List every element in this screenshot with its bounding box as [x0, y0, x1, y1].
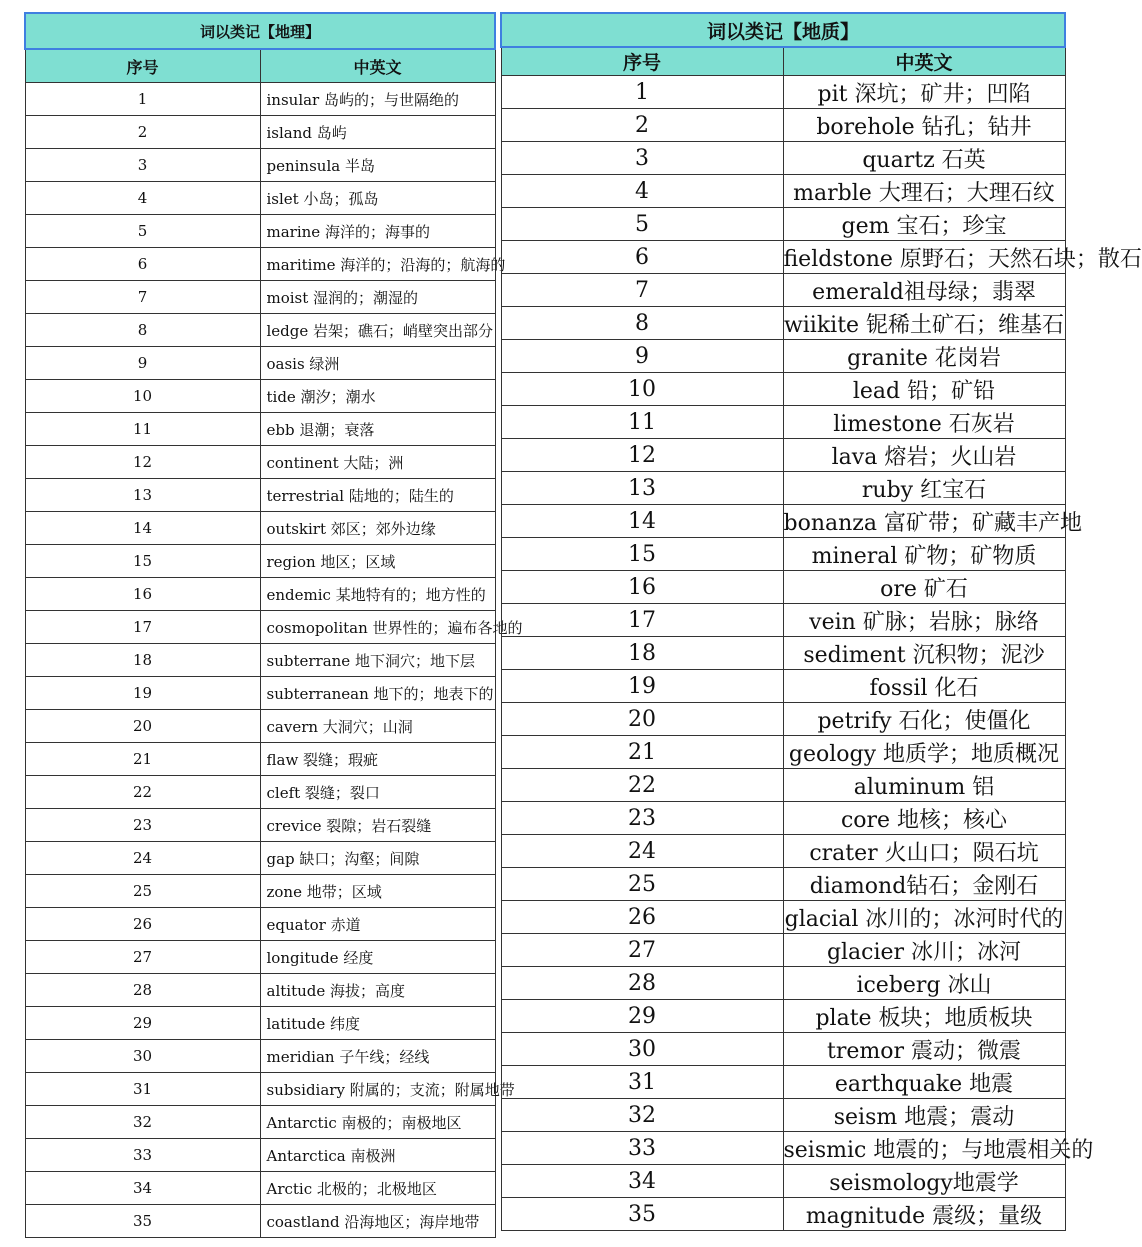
row-vocab-text: lava 熔岩；火山岩	[783, 439, 1065, 472]
row-index: 1	[25, 83, 260, 116]
table-row	[25, 743, 495, 776]
table-row	[501, 1198, 1065, 1231]
table-row	[25, 941, 495, 974]
table-row	[501, 307, 1065, 340]
row-vocab-text: equator 赤道	[260, 908, 495, 941]
row-vocab-text: subterrane 地下洞穴；地下层	[260, 644, 495, 677]
table-row	[501, 340, 1065, 373]
row-index: 15	[501, 538, 783, 571]
table-row	[501, 538, 1065, 571]
row-vocab-text: island 岛屿	[260, 116, 495, 149]
row-index: 20	[501, 703, 783, 736]
table-row	[501, 142, 1065, 175]
row-index: 21	[25, 743, 260, 776]
table-row	[25, 314, 495, 347]
row-vocab-text: ruby 红宝石	[783, 472, 1065, 505]
table-row	[501, 505, 1065, 538]
row-index: 31	[25, 1073, 260, 1106]
table-row	[25, 908, 495, 941]
row-index: 19	[501, 670, 783, 703]
column-header-text: 中英文	[260, 49, 495, 83]
table-row	[25, 413, 495, 446]
row-vocab-text: region 地区；区域	[260, 545, 495, 578]
row-index: 24	[501, 835, 783, 868]
table-title: 词以类记【地质】	[501, 13, 1065, 47]
table-row	[25, 248, 495, 281]
row-vocab-text: Arctic 北极的；北极地区	[260, 1172, 495, 1205]
table-row	[501, 736, 1065, 769]
row-index: 33	[25, 1139, 260, 1172]
row-index: 15	[25, 545, 260, 578]
table-row	[25, 1172, 495, 1205]
row-index: 4	[501, 175, 783, 208]
row-vocab-text: maritime 海洋的；沿海的；航海的	[260, 248, 495, 281]
row-index: 23	[25, 809, 260, 842]
row-vocab-text: coastland 沿海地区；海岸地带	[260, 1205, 495, 1238]
table-row	[25, 281, 495, 314]
row-vocab-text: iceberg 冰山	[783, 967, 1065, 1000]
table-row	[501, 76, 1065, 109]
row-vocab-text: zone 地带；区域	[260, 875, 495, 908]
table-body	[25, 83, 523, 1238]
row-index: 18	[501, 637, 783, 670]
row-vocab-text: borehole 钻孔；钻井	[783, 109, 1065, 142]
row-vocab-text: marble 大理石；大理石纹	[783, 175, 1065, 208]
row-index: 18	[25, 644, 260, 677]
table-row	[25, 578, 495, 611]
row-index: 13	[501, 472, 783, 505]
table-row	[25, 446, 495, 479]
row-vocab-text: aluminum 铝	[783, 769, 1065, 802]
row-index: 32	[25, 1106, 260, 1139]
row-index: 31	[501, 1066, 783, 1099]
row-index: 26	[25, 908, 260, 941]
table-row	[501, 1033, 1065, 1066]
table-row	[501, 1000, 1065, 1033]
row-vocab-text: cleft 裂缝；裂口	[260, 776, 495, 809]
table-row	[25, 1007, 495, 1040]
row-index: 23	[501, 802, 783, 835]
row-vocab-text: seism 地震；震动	[783, 1099, 1065, 1132]
row-index: 30	[25, 1040, 260, 1073]
row-index: 7	[501, 274, 783, 307]
row-vocab-text: mineral 矿物；矿物质	[783, 538, 1065, 571]
geology-vocab-table	[500, 12, 1142, 1231]
row-index: 28	[501, 967, 783, 1000]
row-index: 4	[25, 182, 260, 215]
row-vocab-text: gem 宝石；珍宝	[783, 208, 1065, 241]
row-index: 12	[25, 446, 260, 479]
column-header-index: 序号	[501, 47, 783, 76]
table-row	[501, 901, 1065, 934]
row-vocab-text: tide 潮汐；潮水	[260, 380, 495, 413]
row-index: 17	[501, 604, 783, 637]
row-vocab-text: seismology地震学	[783, 1165, 1065, 1198]
row-index: 16	[501, 571, 783, 604]
row-index: 10	[501, 373, 783, 406]
row-vocab-text: granite 花岗岩	[783, 340, 1065, 373]
table-row	[501, 1099, 1065, 1132]
row-vocab-text: outskirt 郊区；郊外边缘	[260, 512, 495, 545]
table-row	[25, 380, 495, 413]
table-row	[25, 215, 495, 248]
row-vocab-text: cosmopolitan 世界性的；遍布各地的	[260, 611, 495, 644]
table-row	[25, 545, 495, 578]
row-vocab-text: fieldstone 原野石；天然石块；散石	[783, 241, 1065, 274]
row-index: 19	[25, 677, 260, 710]
table-row	[25, 1139, 495, 1172]
row-vocab-text: oasis 绿洲	[260, 347, 495, 380]
row-index: 22	[501, 769, 783, 802]
table-body	[501, 76, 1142, 1231]
table-row	[501, 703, 1065, 736]
row-index: 25	[25, 875, 260, 908]
table-row	[501, 175, 1065, 208]
table-row	[25, 182, 495, 215]
table-row	[25, 611, 495, 644]
column-header-text: 中英文	[783, 47, 1065, 76]
row-index: 27	[25, 941, 260, 974]
row-index: 9	[501, 340, 783, 373]
table-row	[25, 512, 495, 545]
table-row	[25, 116, 495, 149]
row-vocab-text: flaw 裂缝；瑕疵	[260, 743, 495, 776]
table-row	[501, 604, 1065, 637]
row-index: 1	[501, 76, 783, 109]
row-vocab-text: vein 矿脉；岩脉；脉络	[783, 604, 1065, 637]
row-index: 27	[501, 934, 783, 967]
table-row	[501, 934, 1065, 967]
row-vocab-text: ebb 退潮；衰落	[260, 413, 495, 446]
row-index: 35	[501, 1198, 783, 1231]
row-vocab-text: quartz 石英	[783, 142, 1065, 175]
row-vocab-text: plate 板块；地质板块	[783, 1000, 1065, 1033]
table-row	[25, 974, 495, 1007]
row-vocab-text: magnitude 震级；量级	[783, 1198, 1065, 1231]
row-vocab-text: continent 大陆；洲	[260, 446, 495, 479]
row-vocab-text: latitude 纬度	[260, 1007, 495, 1040]
row-vocab-text: geology 地质学；地质概况	[783, 736, 1065, 769]
row-vocab-text: lead 铅；矿铅	[783, 373, 1065, 406]
row-vocab-text: sediment 沉积物；泥沙	[783, 637, 1065, 670]
row-vocab-text: bonanza 富矿带；矿藏丰产地	[783, 505, 1065, 538]
table-row	[501, 208, 1065, 241]
row-index: 17	[25, 611, 260, 644]
table-row	[25, 644, 495, 677]
row-index: 14	[25, 512, 260, 545]
table-row	[25, 710, 495, 743]
row-index: 3	[25, 149, 260, 182]
row-index: 6	[25, 248, 260, 281]
row-vocab-text: limestone 石灰岩	[783, 406, 1065, 439]
table-row	[501, 802, 1065, 835]
row-index: 26	[501, 901, 783, 934]
row-vocab-text: Antarctic 南极的；南极地区	[260, 1106, 495, 1139]
table-row	[501, 241, 1065, 274]
table-row	[501, 637, 1065, 670]
row-index: 11	[501, 406, 783, 439]
row-index: 3	[501, 142, 783, 175]
row-index: 21	[501, 736, 783, 769]
table-row	[25, 479, 495, 512]
table-row	[501, 967, 1065, 1000]
row-index: 11	[25, 413, 260, 446]
table-row	[501, 1132, 1065, 1165]
row-vocab-text: altitude 海拔；高度	[260, 974, 495, 1007]
row-index: 34	[501, 1165, 783, 1198]
row-index: 34	[25, 1172, 260, 1205]
table-row	[25, 149, 495, 182]
row-index: 29	[501, 1000, 783, 1033]
row-index: 12	[501, 439, 783, 472]
table-row	[501, 670, 1065, 703]
row-vocab-text: marine 海洋的；海事的	[260, 215, 495, 248]
row-index: 8	[501, 307, 783, 340]
table-title: 词以类记【地理】	[25, 13, 495, 49]
row-vocab-text: petrify 石化；使僵化	[783, 703, 1065, 736]
table-row	[501, 571, 1065, 604]
row-index: 6	[501, 241, 783, 274]
row-vocab-text: islet 小岛；孤岛	[260, 182, 495, 215]
table-row	[25, 842, 495, 875]
row-index: 2	[501, 109, 783, 142]
row-index: 13	[25, 479, 260, 512]
table-row	[501, 439, 1065, 472]
row-vocab-text: subsidiary 附属的；支流；附属地带	[260, 1073, 495, 1106]
table-row	[501, 109, 1065, 142]
table-row	[501, 406, 1065, 439]
row-index: 24	[25, 842, 260, 875]
row-index: 8	[25, 314, 260, 347]
row-vocab-text: glacial 冰川的；冰河时代的	[783, 901, 1065, 934]
row-vocab-text: gap 缺口；沟壑；间隙	[260, 842, 495, 875]
row-vocab-text: seismic 地震的；与地震相关的	[783, 1132, 1065, 1165]
row-vocab-text: pit 深坑；矿井；凹陷	[783, 76, 1065, 109]
row-vocab-text: wiikite 铌稀土矿石；维基石	[783, 307, 1065, 340]
table-row	[25, 809, 495, 842]
row-index: 5	[25, 215, 260, 248]
row-vocab-text: insular 岛屿的；与世隔绝的	[260, 83, 495, 116]
row-index: 32	[501, 1099, 783, 1132]
table-row	[25, 677, 495, 710]
table-row	[501, 274, 1065, 307]
row-index: 9	[25, 347, 260, 380]
row-vocab-text: endemic 某地特有的；地方性的	[260, 578, 495, 611]
row-vocab-text: cavern 大洞穴；山洞	[260, 710, 495, 743]
row-index: 33	[501, 1132, 783, 1165]
row-index: 16	[25, 578, 260, 611]
table-row	[25, 347, 495, 380]
row-index: 10	[25, 380, 260, 413]
column-header-index: 序号	[25, 49, 260, 83]
row-vocab-text: peninsula 半岛	[260, 149, 495, 182]
table-row	[501, 1066, 1065, 1099]
table-row	[501, 373, 1065, 406]
row-vocab-text: meridian 子午线；经线	[260, 1040, 495, 1073]
row-vocab-text: fossil 化石	[783, 670, 1065, 703]
row-index: 30	[501, 1033, 783, 1066]
row-index: 5	[501, 208, 783, 241]
row-vocab-text: subterranean 地下的；地表下的	[260, 677, 495, 710]
row-vocab-text: terrestrial 陆地的；陆生的	[260, 479, 495, 512]
table-row	[501, 769, 1065, 802]
row-vocab-text: diamond钻石；金刚石	[783, 868, 1065, 901]
row-vocab-text: core 地核；核心	[783, 802, 1065, 835]
row-index: 22	[25, 776, 260, 809]
row-vocab-text: earthquake 地震	[783, 1066, 1065, 1099]
row-vocab-text: glacier 冰川；冰河	[783, 934, 1065, 967]
row-vocab-text: longitude 经度	[260, 941, 495, 974]
row-index: 35	[25, 1205, 260, 1238]
row-index: 14	[501, 505, 783, 538]
row-index: 25	[501, 868, 783, 901]
row-vocab-text: moist 湿润的；潮湿的	[260, 281, 495, 314]
row-vocab-text: Antarctica 南极洲	[260, 1139, 495, 1172]
table-row	[25, 1040, 495, 1073]
geography-vocab-table	[24, 12, 523, 1238]
table-row	[501, 868, 1065, 901]
table-row	[501, 472, 1065, 505]
row-index: 2	[25, 116, 260, 149]
row-index: 7	[25, 281, 260, 314]
table-row	[501, 1165, 1065, 1198]
table-row	[25, 875, 495, 908]
row-vocab-text: emerald祖母绿；翡翠	[783, 274, 1065, 307]
row-vocab-text: ledge 岩架；礁石；峭壁突出部分	[260, 314, 495, 347]
table-row	[25, 1073, 495, 1106]
row-index: 28	[25, 974, 260, 1007]
row-vocab-text: crater 火山口；陨石坑	[783, 835, 1065, 868]
table-row	[501, 835, 1065, 868]
table-row	[25, 776, 495, 809]
row-vocab-text: crevice 裂隙；岩石裂缝	[260, 809, 495, 842]
row-vocab-text: ore 矿石	[783, 571, 1065, 604]
table-row	[25, 1205, 495, 1238]
row-index: 29	[25, 1007, 260, 1040]
row-vocab-text: tremor 震动；微震	[783, 1033, 1065, 1066]
row-index: 20	[25, 710, 260, 743]
table-row	[25, 83, 495, 116]
table-row	[25, 1106, 495, 1139]
